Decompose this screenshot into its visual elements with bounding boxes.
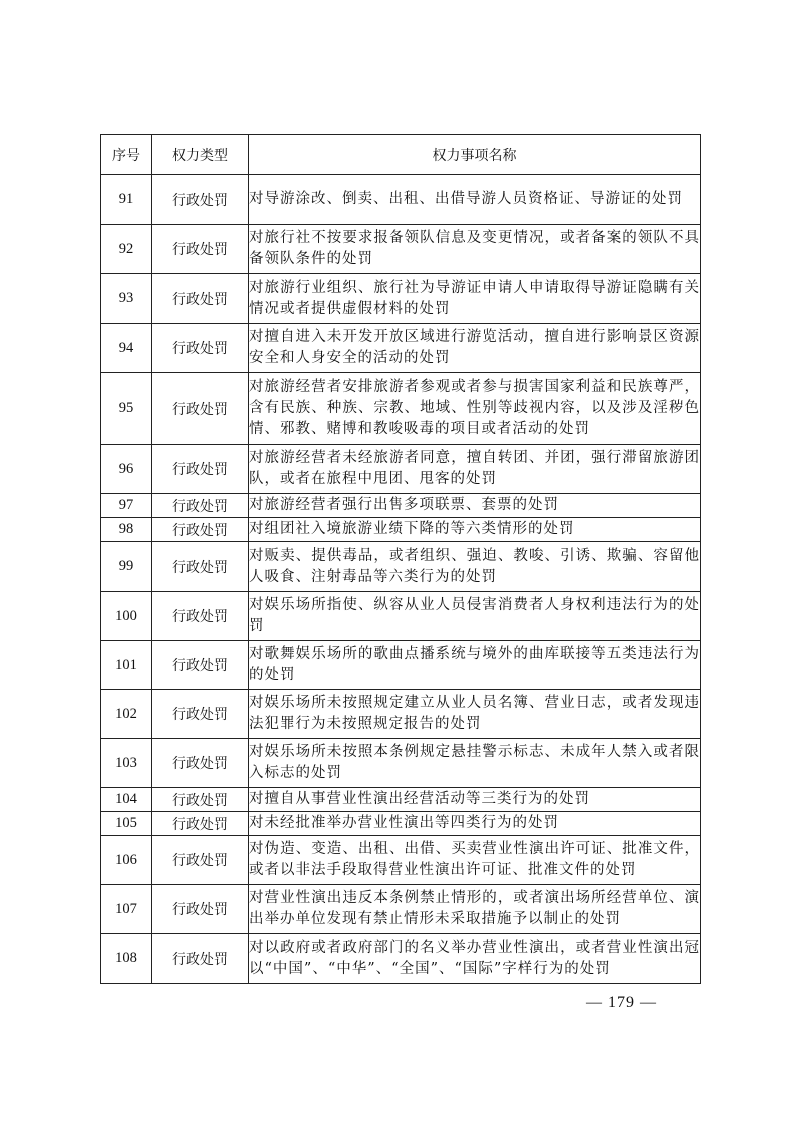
row-power-type: 行政处罚: [152, 690, 249, 739]
table-row: [101, 494, 701, 518]
table-row: [101, 641, 701, 690]
table-row: [101, 836, 701, 885]
row-power-type: 行政处罚: [152, 225, 249, 274]
row-item-name: 对旅游经营者安排旅游者参观或者参与损害国家利益和民族尊严，含有民族、种族、宗教、地域、性别等歧视内容，以及涉及淫秽色情、邪教、赌博和教唆吸毒的项目或者活动的处罚: [249, 373, 701, 445]
row-item-name: 对旅游行业组织、旅行社为导游证申请人申请取得导游证隐瞒有关情况或者提供虚假材料的处罚: [249, 274, 701, 324]
row-item-name: 对旅游经营者强行出售多项联票、套票的处罚: [249, 494, 701, 518]
row-serial: 98: [101, 518, 152, 542]
table-row: [101, 225, 701, 274]
row-serial: 100: [101, 592, 152, 641]
row-item-name: 对旅行社不按要求报备领队信息及变更情况，或者备案的领队不具备领队条件的处罚: [249, 225, 701, 274]
row-power-type: 行政处罚: [152, 812, 249, 836]
row-serial: 93: [101, 274, 152, 324]
table-row: [101, 812, 701, 836]
table-row: [101, 373, 701, 445]
row-serial: 92: [101, 225, 152, 274]
row-item-name: 对娱乐场所未按照规定建立从业人员名簿、营业日志，或者发现违法犯罪行为未按照规定报告的处罚: [249, 690, 701, 739]
table-row: [101, 934, 701, 984]
row-power-type: 行政处罚: [152, 641, 249, 690]
table-row: [101, 274, 701, 324]
row-serial: 99: [101, 542, 152, 592]
row-item-name: 对伪造、变造、出租、出借、买卖营业性演出许可证、批准文件，或者以非法手段取得营业性演出许可证、批准文件的处罚: [249, 836, 701, 885]
table-row: [101, 788, 701, 812]
row-item-name: 对歌舞娱乐场所的歌曲点播系统与境外的曲库联接等五类违法行为的处罚: [249, 641, 701, 690]
table-row: [101, 542, 701, 592]
row-serial: 106: [101, 836, 152, 885]
row-power-type: 行政处罚: [152, 324, 249, 373]
row-serial: 103: [101, 739, 152, 788]
table-row: [101, 324, 701, 373]
row-serial: 108: [101, 934, 152, 984]
row-power-type: 行政处罚: [152, 373, 249, 445]
row-serial: 104: [101, 788, 152, 812]
row-serial: 97: [101, 494, 152, 518]
table-row: [101, 592, 701, 641]
header-serial: 序号: [101, 135, 152, 175]
row-item-name: 对旅游经营者未经旅游者同意，擅自转团、并团，强行滞留旅游团队，或者在旅程中甩团、甩客的处罚: [249, 445, 701, 494]
row-item-name: 对娱乐场所未按照本条例规定悬挂警示标志、未成年人禁入或者限入标志的处罚: [249, 739, 701, 788]
row-power-type: 行政处罚: [152, 836, 249, 885]
row-serial: 95: [101, 373, 152, 445]
table-row: [101, 885, 701, 934]
row-power-type: 行政处罚: [152, 885, 249, 934]
row-serial: 102: [101, 690, 152, 739]
row-item-name: 对营业性演出违反本条例禁止情形的，或者演出场所经营单位、演出举办单位发现有禁止情形未采取措施予以制止的处罚: [249, 885, 701, 934]
power-items-table: [100, 134, 701, 984]
row-serial: 94: [101, 324, 152, 373]
row-item-name: 对擅自进入未开发开放区域进行游览活动，擅自进行影响景区资源安全和人身安全的活动的处罚: [249, 324, 701, 373]
row-power-type: 行政处罚: [152, 739, 249, 788]
row-serial: 107: [101, 885, 152, 934]
row-serial: 101: [101, 641, 152, 690]
row-item-name: 对未经批准举办营业性演出等四类行为的处罚: [249, 812, 701, 836]
table-header-row: [101, 135, 701, 175]
row-serial: 105: [101, 812, 152, 836]
header-item-name: 权力事项名称: [249, 135, 701, 175]
row-power-type: 行政处罚: [152, 175, 249, 225]
row-power-type: 行政处罚: [152, 934, 249, 984]
row-power-type: 行政处罚: [152, 542, 249, 592]
row-power-type: 行政处罚: [152, 445, 249, 494]
row-item-name: 对以政府或者政府部门的名义举办营业性演出，或者营业性演出冠以“中国”、“中华”、“全国”、“国际”字样行为的处罚: [249, 934, 701, 984]
row-power-type: 行政处罚: [152, 518, 249, 542]
table-row: [101, 175, 701, 225]
row-power-type: 行政处罚: [152, 788, 249, 812]
row-power-type: 行政处罚: [152, 592, 249, 641]
row-item-name: 对娱乐场所指使、纵容从业人员侵害消费者人身权利违法行为的处罚: [249, 592, 701, 641]
row-power-type: 行政处罚: [152, 274, 249, 324]
page-number: — 179 —: [586, 994, 657, 1011]
table-row: [101, 690, 701, 739]
row-item-name: 对导游涂改、倒卖、出租、出借导游人员资格证、导游证的处罚: [249, 175, 701, 225]
table-row: [101, 518, 701, 542]
row-serial: 96: [101, 445, 152, 494]
table-row: [101, 445, 701, 494]
row-power-type: 行政处罚: [152, 494, 249, 518]
table-row: [101, 739, 701, 788]
row-item-name: 对贩卖、提供毒品，或者组织、强迫、教唆、引诱、欺骗、容留他人吸食、注射毒品等六类行为的处罚: [249, 542, 701, 592]
header-power-type: 权力类型: [152, 135, 249, 175]
row-item-name: 对组团社入境旅游业绩下降的等六类情形的处罚: [249, 518, 701, 542]
row-item-name: 对擅自从事营业性演出经营活动等三类行为的处罚: [249, 788, 701, 812]
row-serial: 91: [101, 175, 152, 225]
